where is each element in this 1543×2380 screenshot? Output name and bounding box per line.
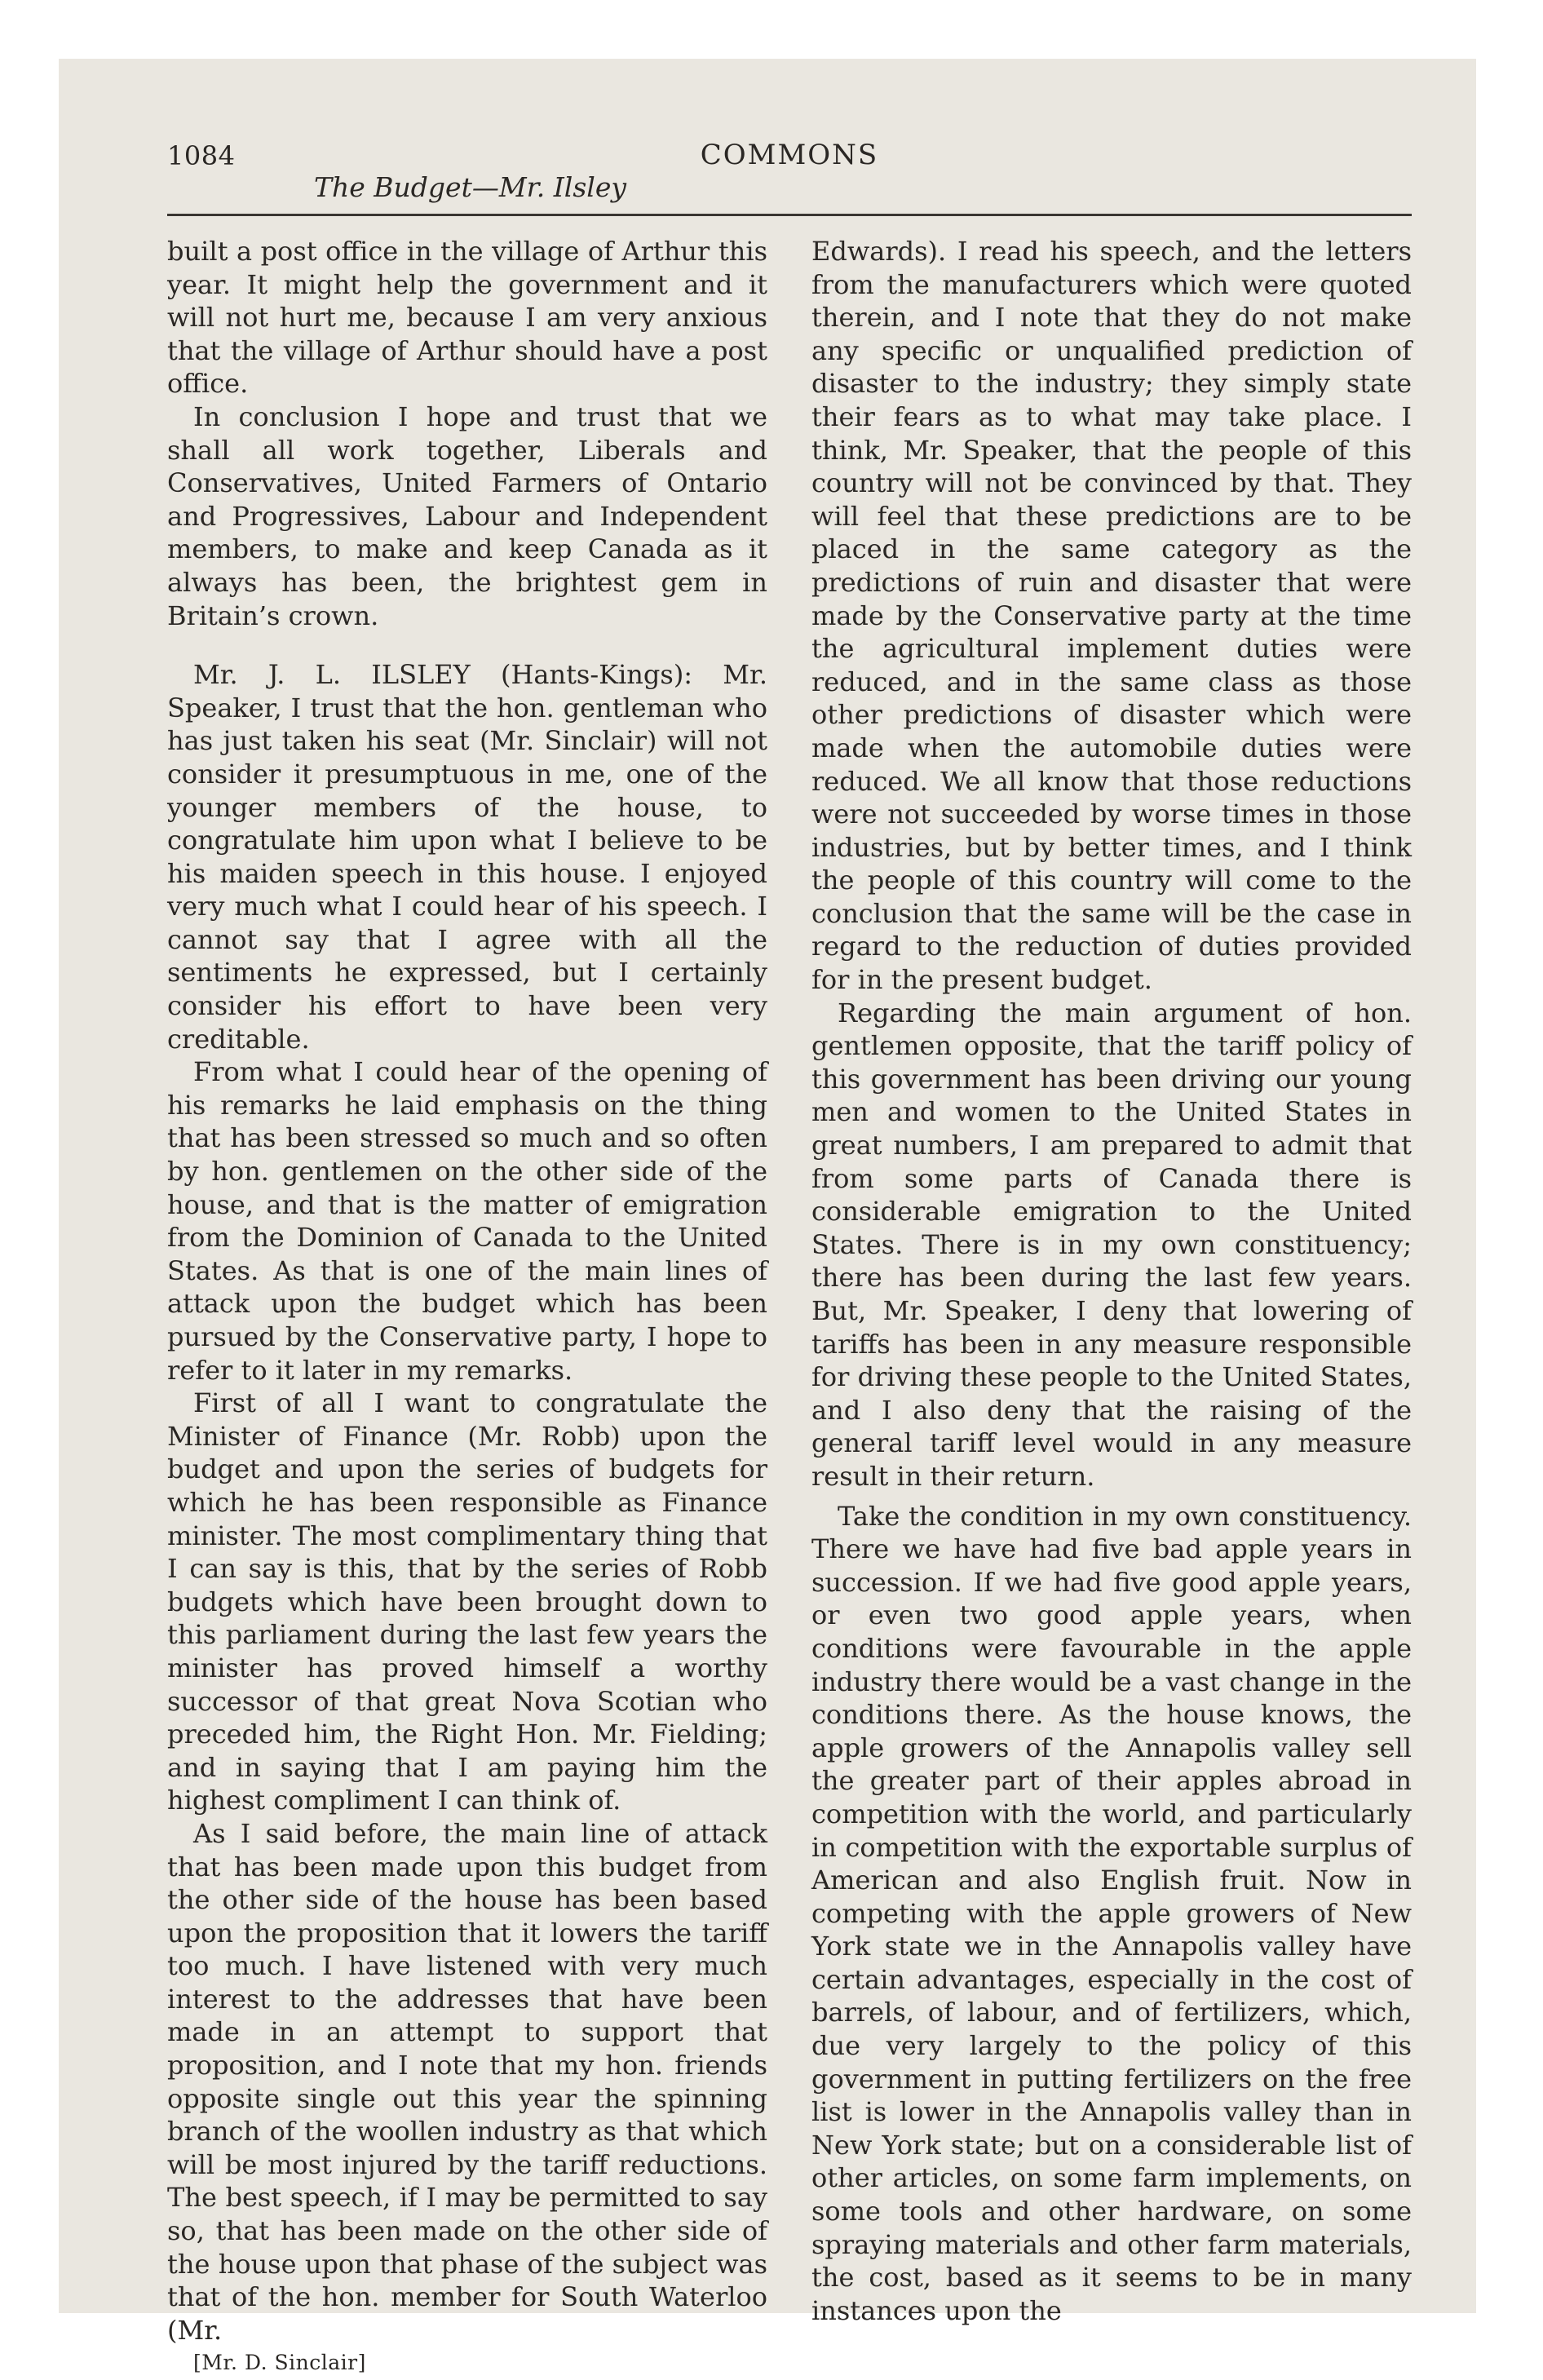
right-column <box>811 235 1412 2327</box>
page-number: 1084 <box>167 140 236 171</box>
paragraph: Mr. J. L. ILSLEY (Hants-Kings): Mr. Speaker, I trust that the hon. gentleman who has just taken his seat (Mr. Sinclair) will not consider it presumptuous in me, one of the younger members of the house, to congratulate him upon what I believe to be his maiden speech in this house. I enjoyed very much what I could hear of his speech. I cannot say that I agree with all the sentiments he expressed, but I certainly consider his effort to have been very creditable. <box>167 659 767 1055</box>
paragraph: Take the condition in my own constituency. There we have had five bad apple years in succession. If we had five good apple years, or even two good apple years, when conditions were favourable in the apple industry there would be a vast change in the conditions there. As the house knows, the apple growers of the Annapolis valley sell the greater part of their apples abroad in competition with the world, and particularly in competition with the exportable surplus of American and also English fruit. Now in competing with the apple growers of New York state we in the Annapolis valley have certain advantages, especially in the cost of barrels, of labour, and of fertilizers, which, due very largely to the policy of this government in putting fertilizers on the free list is lower in the Annapolis valley than in New York state; but on a considerable list of other articles, on some farm implements, on some tools and other hardware, on some spraying materials and other farm materials, the cost, based as it seems to be in many instances upon the <box>811 1500 1412 2326</box>
document-page <box>167 132 1413 2375</box>
paragraph: Regarding the main argument of hon. gentlemen opposite, that the tariff policy of this government has been driving our young men and women to the United States in great numbers, I am prepared to admit that from some parts of Canada there is considerable emigration to the United States. There is in my own constituency; there has been during the last few years. But, Mr. Speaker, I deny that lowering of tariffs has been in any measure responsible for driving these people to the United States, and I also deny that the raising of the general tariff level would in any measure result in their return. <box>811 997 1413 1492</box>
paragraph: From what I could hear of the opening of his remarks he laid emphasis on the thing that has been stressed so much and so often by hon. gentlemen on the other side of the house, and that is the matter of emigration from the Dominion of Canada to the United States. As that is one of the main lines of attack upon the budget which has been pursued by the Conservative party, I hope to refer to it later in my remarks. <box>167 1056 767 1386</box>
running-subtitle: The Budget—Mr. Ilsley <box>314 171 626 203</box>
paragraph: In conclusion I hope and trust that we shall all work together, Liberals and Conservatives, United Farmers of Ontario and Progressives, Labour and Independent members, to make and keep Canada as it always has been, the brightest gem in Britain’s crown. <box>167 400 767 631</box>
left-column <box>167 235 767 2380</box>
paragraph: built a post office in the village of Arthur this year. It might help the government and it will not hurt me, because I am very anxious that the village of Arthur should have a post office. <box>167 236 767 400</box>
paragraph: As I said before, the main line of attack that has been made upon this budget from the other side of the house has been based upon the proposition that it lowers the tariff too much. I have listened with very much interest to the addresses that have been made in an attempt to support that proposition, and I note that my hon. friends opposite single out this year the spinning branch of the woollen industry as that which will be most injured by the tariff reductions. The best speech, if I may be permitted to say so, that has been made on the other side of the house upon that phase of the subject was that of the hon. member for South Waterloo (Mr. <box>167 1817 767 2346</box>
paragraph: Edwards). I read his speech, and the letters from the manufacturers which were quoted therein, and I note that they do not make any specific or unqualified prediction of disaster to the industry; they simply state their fears as to what may take place. I think, Mr. Speaker, that the people of this country will not be convinced by that. They will feel that these predictions are to be placed in the same category as the predictions of ruin and disaster that were made by the Conservative party at the time the agricultural implement duties were reduced, and in the same class as those other predictions of disaster which were made when the automobile duties were reduced. We all know that those reductions were not succeeded by worse times in those industries, but by better times, and I think the people of this country will come to the conclusion that the same will be the case in regard to the reduction of duties provided for in the present budget. <box>811 236 1412 996</box>
page-header <box>167 132 1412 207</box>
header-rule <box>167 214 1412 216</box>
speaker-footnote: [Mr. D. Sinclair] <box>193 2351 366 2375</box>
running-title: COMMONS <box>700 139 879 171</box>
paragraph: First of all I want to congratulate the Minister of Finance (Mr. Robb) upon the budget and upon the series of budgets for which he has been responsible as Finance minister. The most complimentary thing that I can say is this, that by the series of Robb budgets which have been brought down to this parliament during the last few years the minister has proved himself a worthy successor of that great Nova Scotian who preceded him, the Right Hon. Mr. Fielding; and in saying that I am paying him the highest compliment I can think of. <box>167 1387 767 1816</box>
